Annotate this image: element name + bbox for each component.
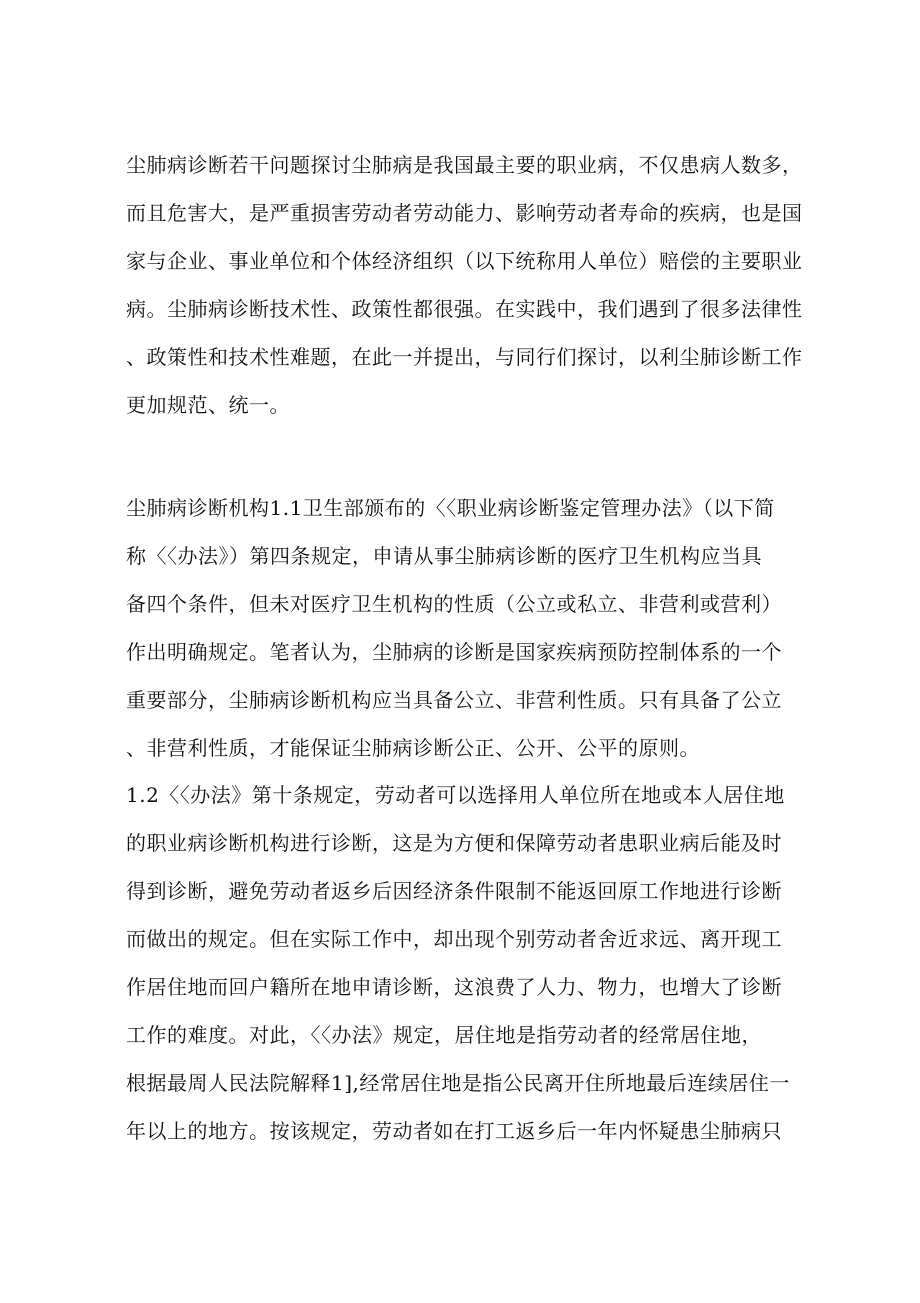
text-line: 尘肺病诊断若干问题探讨尘肺病是我国最主要的职业病，不仅患病人数多， [126,153,803,177]
text-line: 、政策性和技术性难题，在此一并提出，与同行们探讨，以利尘肺诊断工作 [126,345,803,369]
text-line: 年以上的地方。按该规定，劳动者如在打工返乡后一年内怀疑患尘肺病只 [126,1119,782,1143]
text-line: 1.2〈〈办法》第十条规定，劳动者可以选择用人单位所在地或本人居住地 [126,783,785,807]
text-line: 得到诊断，避免劳动者返乡后因经济条件限制不能返回原工作地进行诊断 [126,879,782,903]
text-line: 尘肺病诊断机构1.1卫生部颁布的〈〈职业病诊断鉴定管理办法》（以下简 [126,496,775,520]
text-line: 更加规范、统一。 [126,393,290,417]
text-line: 的职业病诊断机构进行诊断，这是为方便和保障劳动者患职业病后能及时 [126,831,782,855]
text-line: 、非营利性质，才能保证尘肺病诊断公正、公开、公平的原则。 [126,736,700,760]
text-line: 称〈〈办法》）第四条规定，申请从事尘肺病诊断的医疗卫生机构应当具 [126,544,762,568]
paragraph-diagnosis-institution [126,484,806,772]
paragraph-introduction [126,141,806,429]
text-line: 工作的难度。对此，〈〈办法》规定，居住地是指劳动者的经常居住地， [126,1023,762,1047]
text-line: 备四个条件，但未对医疗卫生机构的性质（公立或私立、非营利或营利） [126,592,782,616]
text-line: 作居住地而回户籍所在地申请诊断，这浪费了人力、物力，也增大了诊断 [126,975,782,999]
text-line: 而且危害大，是严重损害劳动者劳动能力、影响劳动者寿命的疾病，也是国 [126,201,803,225]
text-line: 家与企业、事业单位和个体经济组织（以下统称用人单位）赔偿的主要职业 [126,249,803,273]
text-line: 病。尘肺病诊断技术性、政策性都很强。在实践中，我们遇到了很多法律性 [126,297,803,321]
paragraph-residence-rule [126,771,806,1155]
text-line: 作出明确规定。笔者认为，尘肺病的诊断是国家疾病预防控制体系的一个 [126,640,782,664]
text-line: 而做出的规定。但在实际工作中，却出现个别劳动者舍近求远、离开现工 [126,927,782,951]
text-line: 重要部分，尘肺病诊断机构应当具备公立、非营利性质。只有具备了公立 [126,688,782,712]
text-line: 根据最周人民法院解释1],经常居住地是指公民离开住所地最后连续居住一 [126,1071,790,1095]
